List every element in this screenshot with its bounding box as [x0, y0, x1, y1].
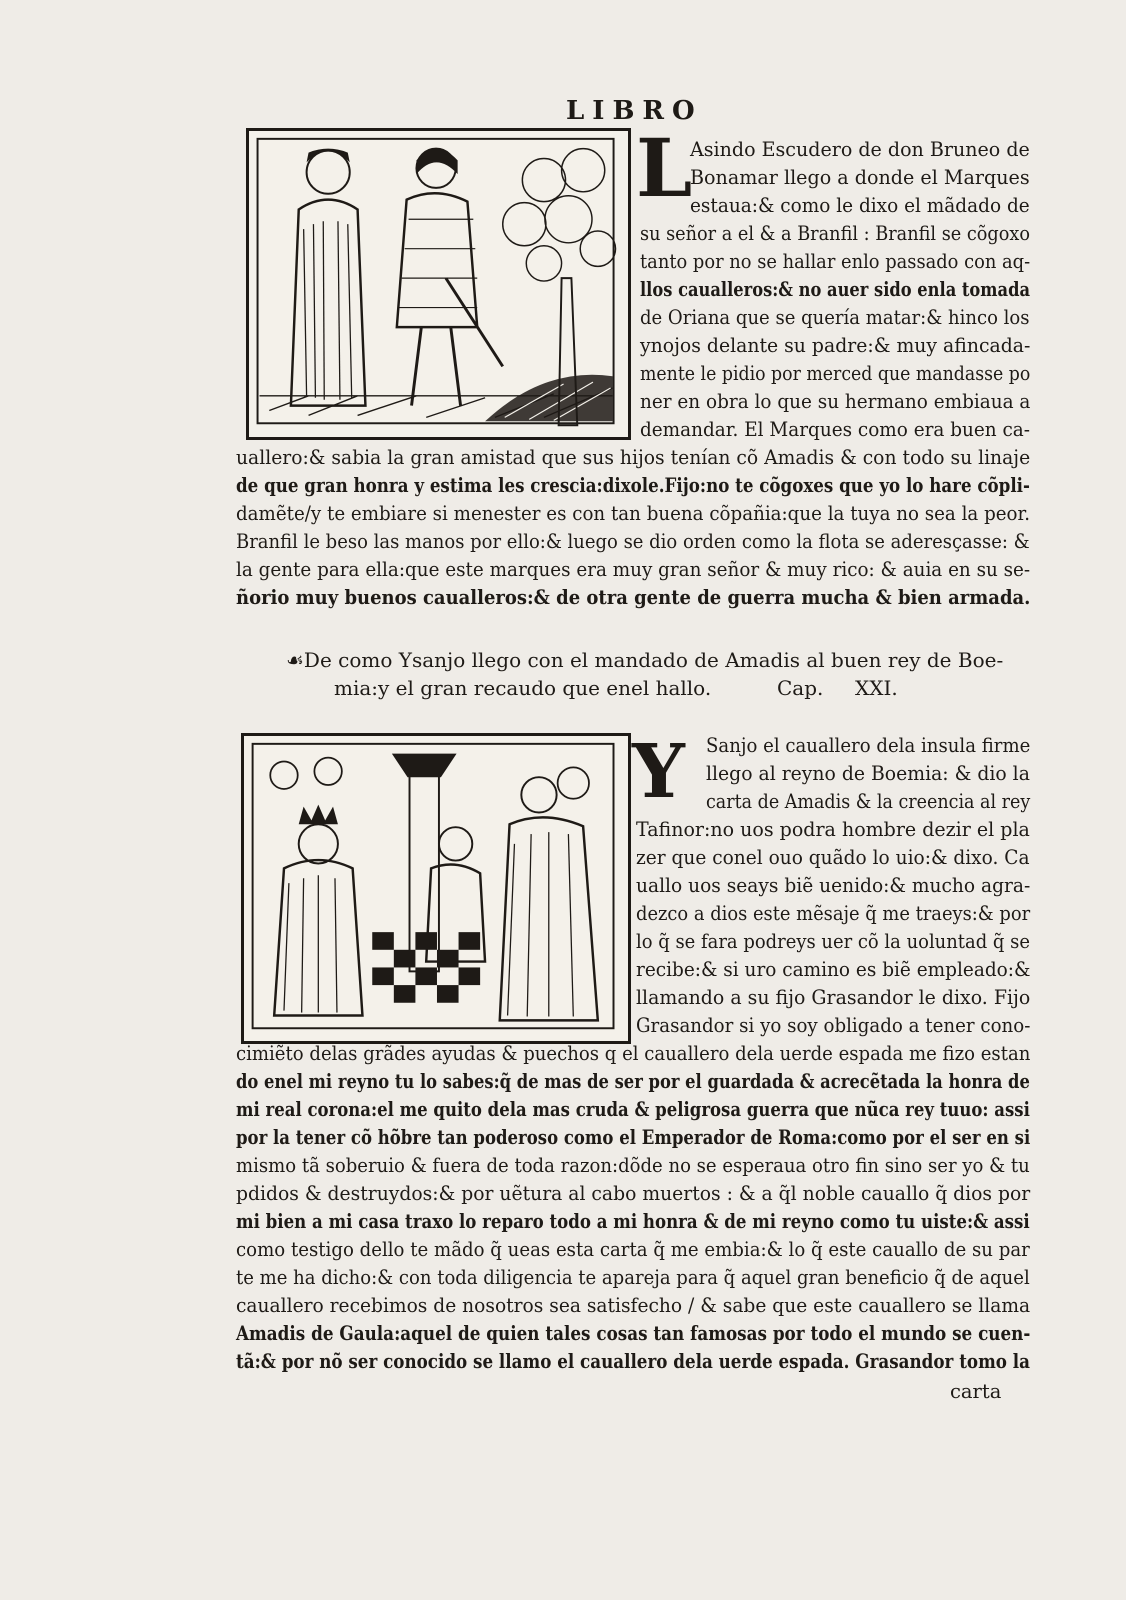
text-line: Tafinor:no uos podra hombre dezir el pla — [636, 818, 1030, 841]
woodcut-illustration-1 — [246, 128, 631, 440]
chapter-label: Cap. — [777, 676, 824, 700]
text-line: cimiẽto delas grãdes ayudas & puechos q el cauallero dela uerde espada me fizo estan — [236, 1042, 1031, 1065]
text-line: dezco a dios este mẽsaje q̃ me traeys:& por — [636, 902, 1031, 925]
text-line: damẽte/y te embiare si menester es con tan buena cõpañia:que la tuya no sea la peor. — [236, 502, 1031, 525]
text-line: de que gran honra y estima les crescia:dixole.Fijo:no te cõgoxes que yo lo hare cõpli- — [236, 474, 1030, 497]
woodcut-2-drawing — [244, 736, 628, 1041]
text-line: ner en obra lo que su hermano embiaua a — [640, 390, 1031, 413]
drop-cap-initial-l: L — [636, 121, 693, 215]
text-line: te me ha dicho:& con toda diligencia te apareja para q̃ aquel gran beneficio q̃ de aquel — [236, 1266, 1030, 1289]
text-line: estaua:& como le dixo el mãdado de — [690, 194, 1030, 217]
text-line: Branfil le beso las manos por ello:& luego se dio orden como la flota se aderesçasse: & — [236, 530, 1030, 553]
chapter-number: XXI. — [855, 676, 898, 700]
text-line: pdidos & destruydos:& por uẽtura al cabo muertos : & a q̃l noble cauallo q̃ dios por — [236, 1182, 1031, 1205]
running-head: LIBRO — [566, 96, 703, 126]
text-line: Bonamar llego a donde el Marques — [690, 166, 1030, 189]
text-line: lo q̃ se fara podreys uer cõ la uoluntad q̃ se — [636, 930, 1030, 953]
text-line: do enel mi reyno tu lo sabes:q̃ de mas de ser por el guardada & acrecẽtada la honra de — [236, 1070, 1030, 1093]
chapter-heading-line-2: mia:y el gran recaudo que enel hallo. — [334, 676, 712, 700]
text-line: carta de Amadis & la creencia al rey — [706, 790, 1031, 813]
text-line: ñorio muy buenos caualleros:& de otra gente de guerra mucha & bien armada. — [236, 586, 1031, 609]
woodcut-illustration-2 — [241, 733, 631, 1044]
chapter-heading-line-1: ☙De como Ysanjo llego con el mandado de Amadis al buen rey de Boe- — [286, 648, 1004, 672]
catchword: carta — [950, 1380, 1002, 1403]
drop-cap-initial-y: Y — [632, 729, 685, 815]
text-line: llamando a su fijo Grasandor le dixo. Fijo — [636, 986, 1031, 1009]
text-line: uallero:& sabia la gran amistad que sus hijos tenían cõ Amadis & con todo su linaje — [236, 446, 1031, 469]
text-line: llego al reyno de Boemia: & dio la — [706, 762, 1030, 785]
text-line: mi bien a mi casa traxo lo reparo todo a mi honra & de mi reyno como tu uiste:& assi — [236, 1210, 1030, 1233]
woodcut-1-drawing — [249, 131, 628, 437]
text-line: mi real corona:el me quito dela mas cruda & peligrosa guerra que nũca rey tuuo: assi — [236, 1098, 1030, 1121]
text-line: por la tener cõ hõbre tan poderoso como el Emperador de Roma:como por el ser en si — [236, 1126, 1031, 1149]
text-line: Sanjo el cauallero dela insula firme — [706, 734, 1031, 757]
text-line: como testigo dello te mãdo q̃ ueas esta carta q̃ me embia:& lo q̃ este cauallo de su par — [236, 1238, 1030, 1261]
text-line: tanto por no se hallar enlo passado con aq- — [640, 250, 1031, 273]
text-line: la gente para ella:que este marques era muy gran señor & muy rico: & auia en su se- — [236, 558, 1031, 581]
text-line: uallo uos seays biẽ uenido:& mucho agra- — [636, 874, 1031, 897]
text-line: Asindo Escudero de don Bruneo de — [690, 138, 1030, 161]
text-line: demandar. El Marques como era buen ca- — [640, 418, 1031, 441]
text-line: llos caualleros:& no auer sido enla tomada — [640, 278, 1031, 301]
text-line: Amadis de Gaula:aquel de quien tales cosas tan famosas por todo el mundo se cuen- — [236, 1322, 1031, 1345]
text-line: recibe:& si uro camino es biẽ empleado:& — [636, 958, 1031, 981]
text-line: mente le pidio por merced que mandasse po — [640, 362, 1031, 385]
text-line: mismo tã soberuio & fuera de toda razon:dõde no se esperaua otro fin sino ser yo & tu — [236, 1154, 1030, 1177]
text-line: tã:& por nõ ser conocido se llamo el cauallero dela uerde espada. Grasandor tomo la — [236, 1350, 1031, 1373]
text-line: zer que conel ouo quãdo lo uio:& dixo. Ca — [636, 846, 1030, 869]
text-line: ynojos delante su padre:& muy afincada- — [640, 334, 1031, 357]
text-line: de Oriana que se quería matar:& hinco los — [640, 306, 1030, 329]
text-line: Grasandor si yo soy obligado a tener cono- — [636, 1014, 1031, 1037]
text-line: su señor a el & a Branfil : Branfil se cõgoxo — [640, 222, 1030, 245]
text-line: cauallero recebimos de nosotros sea satisfecho / & sabe que este cauallero se llama — [236, 1294, 1031, 1317]
